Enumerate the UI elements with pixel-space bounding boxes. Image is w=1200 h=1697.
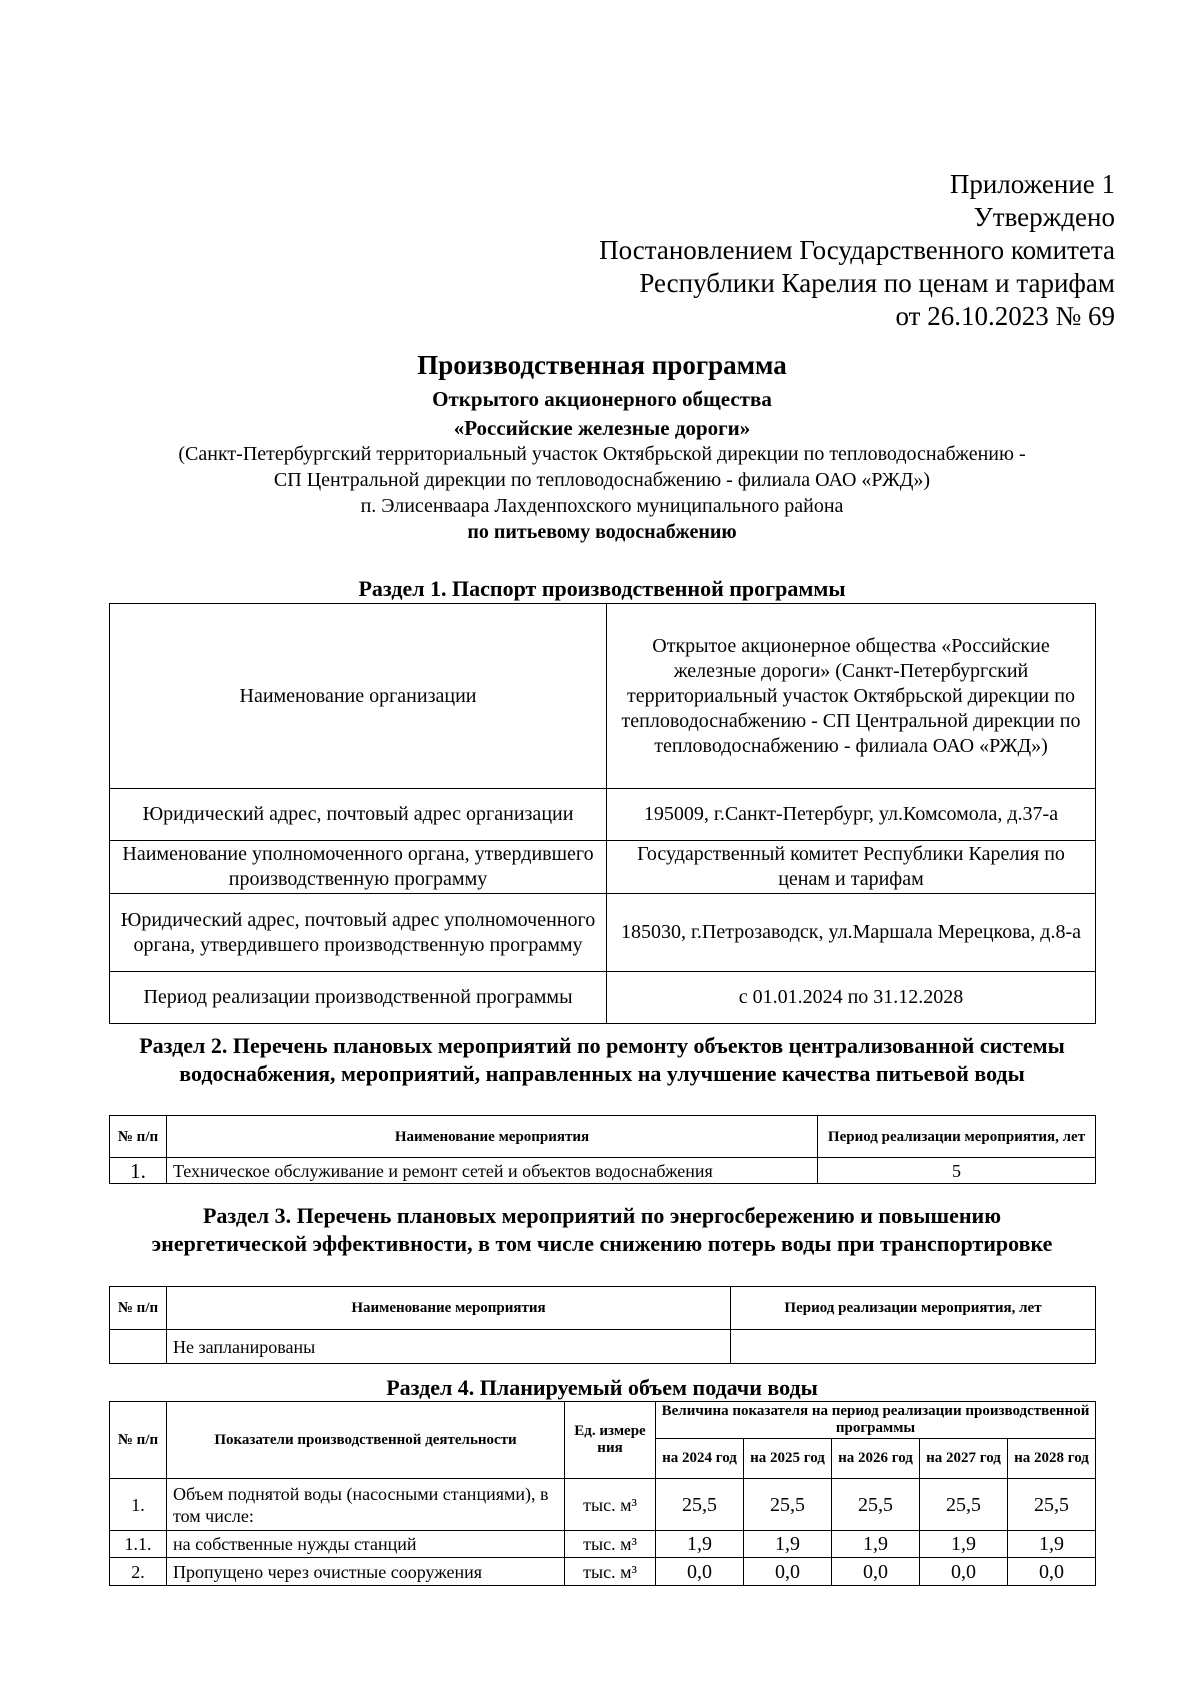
cell-indicator: Пропущено через очистные сооружения [167, 1558, 565, 1586]
cell-value: 0,0 [832, 1558, 920, 1586]
section2-title: Раздел 2. Перечень плановых мероприятий по ремонту объектов централизованной системы водоснабжения, мероприятий, направленных на улучшение качества питьевой воды [139, 1033, 1065, 1086]
cell-period: 5 [818, 1158, 1096, 1184]
cell-value: 25,5 [744, 1479, 832, 1531]
table-row [110, 841, 1096, 894]
col-header-name: Наименование мероприятия [167, 1287, 731, 1330]
col-header-year: на 2027 год [920, 1439, 1008, 1479]
col-header-year: на 2025 год [744, 1439, 832, 1479]
table-header-row [110, 1116, 1096, 1158]
cell-value: 0,0 [1008, 1558, 1096, 1586]
section4-title: Раздел 4. Планируемый объем подачи воды [386, 1375, 818, 1400]
col-header-period: Период реализации мероприятия, лет [731, 1287, 1096, 1330]
section1-title: Раздел 1. Паспорт производственной программы [358, 576, 846, 601]
table-row [110, 1158, 1096, 1184]
cell-value: 25,5 [832, 1479, 920, 1531]
col-header-num: № п/п [110, 1287, 167, 1330]
col-header-year: на 2024 год [656, 1439, 744, 1479]
cell-num: 1. [110, 1158, 167, 1184]
cell-value: 0,0 [656, 1558, 744, 1586]
cell-value: 1,9 [656, 1531, 744, 1558]
col-header-num: № п/п [110, 1402, 167, 1479]
document-title: Производственная программа [417, 350, 787, 380]
cell-value: 1,9 [744, 1531, 832, 1558]
cell-value: 1,9 [832, 1531, 920, 1558]
approval-line: Постановлением Государственного комитета [599, 235, 1115, 265]
approval-line: Утверждено [973, 202, 1115, 232]
org-name-line: «Российские железные дороги» [453, 416, 751, 440]
table-row [110, 1479, 1096, 1531]
cell-value: 0,0 [744, 1558, 832, 1586]
section3-title: Раздел 3. Перечень плановых мероприятий по энергосбережению и повышению энергетической эффективности, в том числе снижению потерь воды при транспортировке [151, 1203, 1053, 1256]
col-header-group: Величина показателя на период реализации производственной программы [656, 1402, 1096, 1439]
table-row [110, 972, 1096, 1024]
row-label: Период реализации производственной программы [110, 972, 607, 1024]
row-value: 195009, г.Санкт-Петербург, ул.Комсомола, д.37-а [607, 789, 1096, 841]
cell-value: 25,5 [920, 1479, 1008, 1531]
table-row [110, 1330, 1096, 1364]
cell-indicator: Объем поднятой воды (насосными станциями), в том числе: [167, 1479, 565, 1531]
row-label: Юридический адрес, почтовый адрес уполномоченного органа, утвердившего производственную программу [110, 894, 607, 972]
table-row [110, 789, 1096, 841]
approval-line: Приложение 1 [949, 169, 1115, 199]
cell-period [731, 1330, 1096, 1364]
water-supply-table [109, 1401, 1096, 1586]
cell-num: 1. [110, 1479, 167, 1531]
passport-table [109, 603, 1096, 1024]
cell-num: 1.1. [110, 1531, 167, 1558]
col-header-num: № п/п [110, 1116, 167, 1158]
col-header-name: Наименование мероприятия [167, 1116, 818, 1158]
approval-line: от 26.10.2023 № 69 [895, 301, 1115, 331]
cell-value: 1,9 [1008, 1531, 1096, 1558]
cell-value: 25,5 [1008, 1479, 1096, 1531]
cell-unit: тыс. м³ [565, 1479, 656, 1531]
col-header-year: на 2026 год [832, 1439, 920, 1479]
cell-num [110, 1330, 167, 1364]
cell-name: Техническое обслуживание и ремонт сетей и объектов водоснабжения [167, 1158, 818, 1184]
cell-indicator: на собственные нужды станций [167, 1531, 565, 1558]
row-value: Открытое акционерное общества «Российские железные дороги» (Санкт-Петербургский территориальный участок Октябрьской дирекции по тепловодоснабжению - СП Центральной дирекции по тепловодоснабжению - филиала ОАО «РЖД») [607, 604, 1096, 789]
cell-unit: тыс. м³ [565, 1531, 656, 1558]
cell-value: 25,5 [656, 1479, 744, 1531]
row-label: Юридический адрес, почтовый адрес организации [110, 789, 607, 841]
table-row [110, 604, 1096, 789]
cell-unit: тыс. м³ [565, 1558, 656, 1586]
table-row [110, 1531, 1096, 1558]
cell-value: 0,0 [920, 1558, 1008, 1586]
cell-value: 1,9 [920, 1531, 1008, 1558]
document-title-block [110, 347, 1094, 545]
col-header-year: на 2028 год [1008, 1439, 1096, 1479]
row-label: Наименование уполномоченного органа, утвердившего производственную программу [110, 841, 607, 894]
row-value: с 01.01.2024 по 31.12.2028 [607, 972, 1096, 1024]
repair-measures-table [109, 1115, 1096, 1184]
col-header-indicator: Показатели производственной деятельности [167, 1402, 565, 1479]
approval-line: Республики Карелия по ценам и тарифам [639, 268, 1115, 298]
col-header-period: Период реализации мероприятия, лет [818, 1116, 1096, 1158]
table-row [110, 894, 1096, 972]
location-line: п. Элисенваара Лахденпохского муниципального района [360, 495, 844, 517]
row-label: Наименование организации [110, 604, 607, 789]
cell-num: 2. [110, 1558, 167, 1586]
org-name-line: Открытого акционерного общества [432, 387, 772, 411]
table-header-row [110, 1402, 1096, 1439]
row-value: Государственный комитет Республики Карелия по ценам и тарифам [607, 841, 1096, 894]
org-subtitle-line: СП Центральной дирекции по тепловодоснабжению - филиала ОАО «РЖД») [273, 469, 931, 491]
col-header-unit: Ед. измере ния [565, 1402, 656, 1479]
table-header-row [110, 1287, 1096, 1330]
row-value: 185030, г.Петрозаводск, ул.Маршала Мерецкова, д.8-а [607, 894, 1096, 972]
cell-name: Не запланированы [167, 1330, 731, 1364]
program-scope: по питьевому водоснабжению [467, 521, 737, 543]
approval-stamp [599, 168, 1115, 333]
energy-measures-table [109, 1286, 1096, 1364]
table-row [110, 1558, 1096, 1586]
org-subtitle-line: (Санкт-Петербургский территориальный участок Октябрьской дирекции по тепловодоснабжению - [178, 443, 1026, 465]
